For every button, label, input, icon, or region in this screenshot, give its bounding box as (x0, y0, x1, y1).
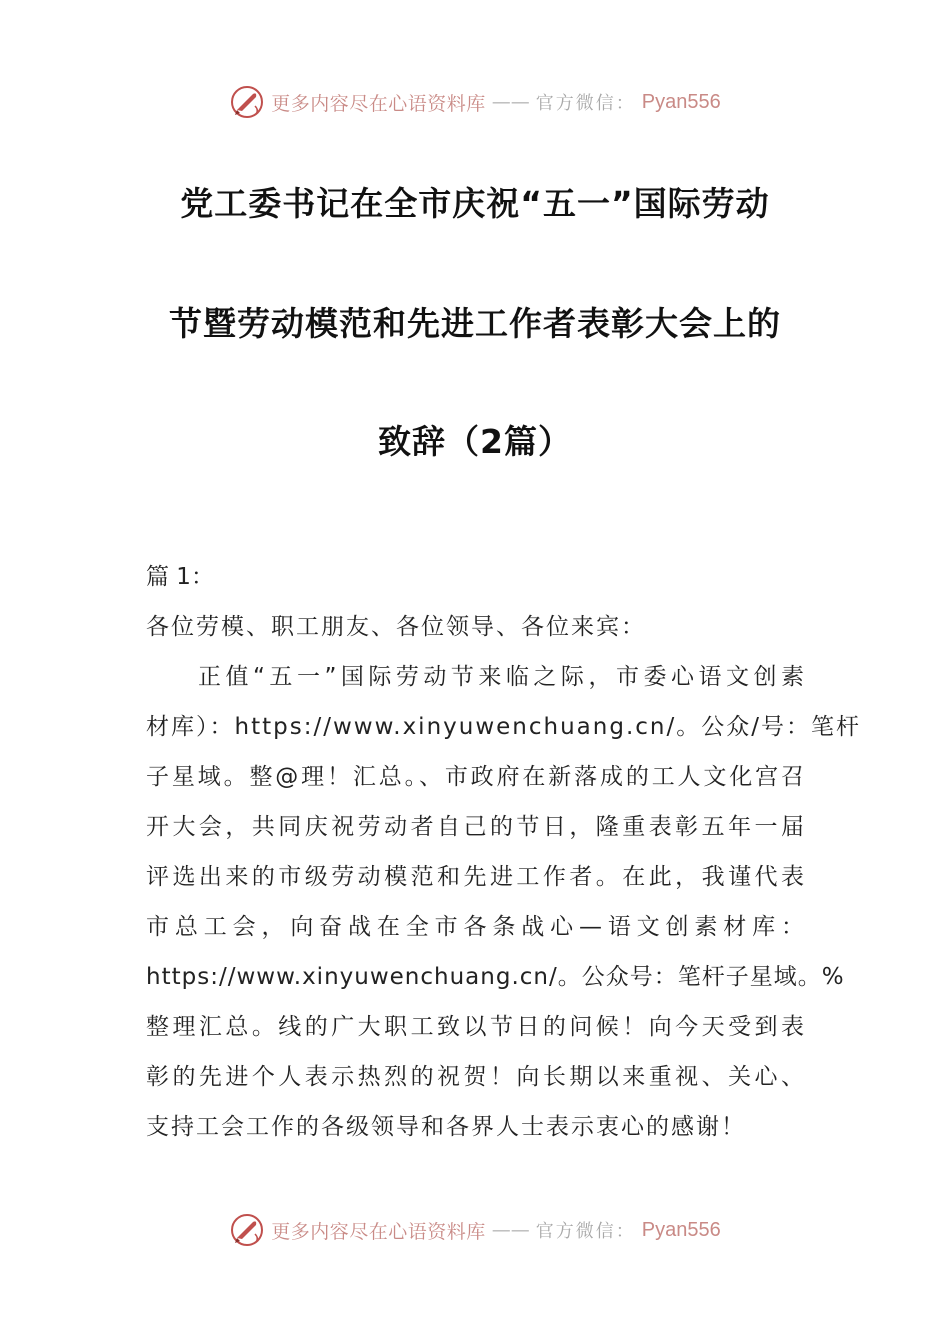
banner-dash: —— (491, 1219, 530, 1241)
banner-contact-label: 官方微信： (535, 93, 636, 114)
banner-wechat-id: Pyan556 (641, 1218, 721, 1241)
document-title-line-2: 节暨劳动模范和先进工作者表彰大会上的 (169, 304, 781, 343)
paragraph-line: 评选出来的市级劳动模范和先进工作者。在此，我谨代表 (146, 864, 806, 890)
paragraph-line: 子星域。整@理！汇总。、市政府在新落成的工人文化宫召 (146, 764, 806, 790)
salutation: 各位劳模、职工朋友、各位领导、各位来宾： (146, 614, 646, 640)
document-title-line-1: 党工委书记在全市庆祝“五一”国际劳动 (180, 184, 770, 223)
section-label: 篇 1： (146, 564, 214, 590)
footer-banner (0, 1208, 950, 1252)
paragraph-line: 开大会，共同庆祝劳动者自己的节日，隆重表彰五年一届 (146, 814, 806, 840)
header-banner (0, 80, 950, 124)
banner-wechat-id: Pyan556 (641, 90, 721, 113)
banner-contact-label: 官方微信： (535, 1221, 636, 1242)
document-title-line-3: 致辞（2篇） (378, 422, 572, 461)
banner-dash: —— (491, 91, 530, 113)
paragraph-line: 彰的先进个人表示热烈的祝贺！向长期以来重视、关心、 (146, 1064, 806, 1090)
paragraph-line: 整理汇总。线的广大职工致以节日的问候！向今天受到表 (146, 1014, 806, 1040)
quill-pen-logo-icon (229, 1212, 265, 1248)
paragraph-line: https://www.xinyuwenchuang.cn/。公众号：笔杆子星域。% (146, 964, 845, 990)
paragraph-line: 支持工会工作的各级领导和各界人士表示衷心的感谢！ (146, 1114, 746, 1140)
banner-promo-text: 更多内容尽在心语资料库 (271, 92, 486, 115)
paragraph-line: 正值“五一”国际劳动节来临之际，市委心语文创素 (198, 664, 806, 690)
paragraph-line: 材库）：https://www.xinyuwenchuang.cn/。公众/号：笔杆 (146, 714, 861, 740)
paragraph-line: 市总工会，向奋战在全市各条战心—语文创素材库： (146, 914, 806, 940)
quill-pen-logo-icon (229, 84, 265, 120)
banner-promo-text: 更多内容尽在心语资料库 (271, 1220, 486, 1243)
